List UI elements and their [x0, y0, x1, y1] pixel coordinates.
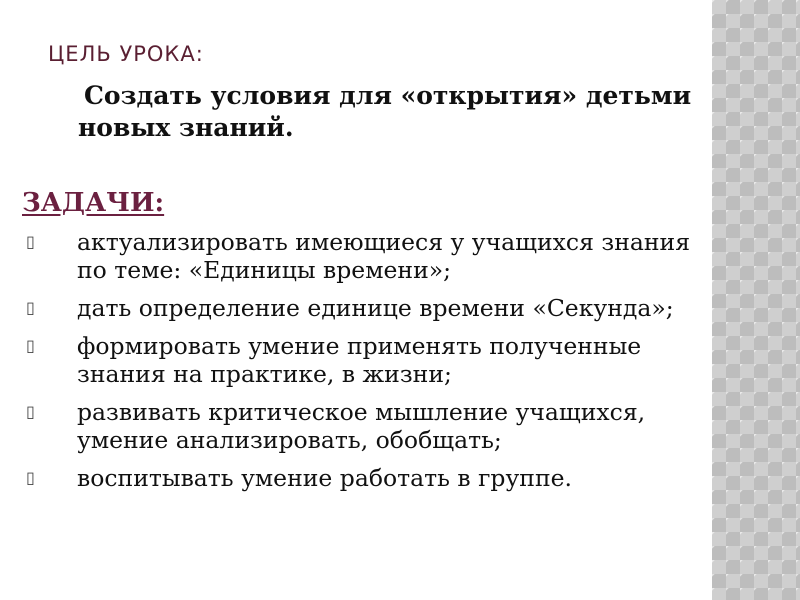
task-item: [22, 464, 712, 492]
goal-title: ЦЕЛЬ УРОКА:: [48, 42, 204, 66]
bullet-icon: ▯: [26, 298, 35, 317]
task-text: дать определение единице времени «Секунда»;: [77, 294, 674, 322]
task-text: формировать умение применять полученные знания на практике, в жизни;: [77, 332, 642, 388]
task-item: [22, 332, 712, 388]
bullet-icon: ▯: [26, 336, 35, 355]
task-item: [22, 228, 712, 284]
task-list: [22, 228, 712, 502]
decorative-side-pattern: [712, 0, 800, 600]
task-item: [22, 294, 712, 322]
tasks-title: ЗАДАЧИ:: [22, 188, 165, 218]
bullet-icon: ▯: [26, 402, 35, 421]
task-text: актуализировать имеющиеся у учащихся знания по теме: «Единицы времени»;: [77, 228, 691, 284]
goal-text: Создать условия для «открытия» детьми новых знаний.: [78, 81, 692, 142]
bullet-icon: ▯: [26, 468, 35, 487]
task-text: развивать критическое мышление учащихся, умение анализировать, обобщать;: [77, 398, 646, 454]
task-text: воспитывать умение работать в группе.: [77, 464, 573, 492]
bullet-icon: ▯: [26, 232, 35, 251]
task-item: [22, 398, 712, 454]
